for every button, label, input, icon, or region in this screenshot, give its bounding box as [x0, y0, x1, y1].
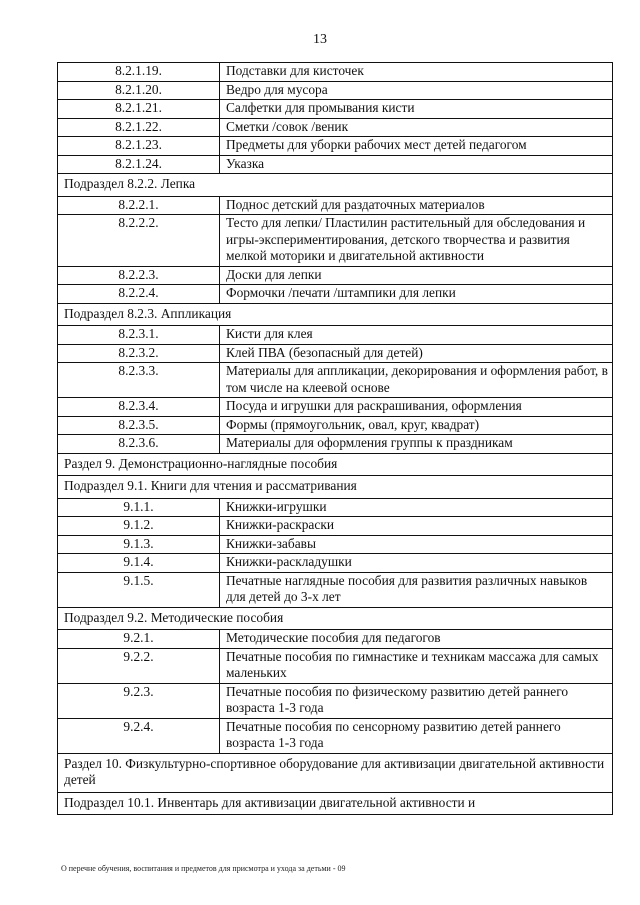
- table-row: [58, 517, 613, 536]
- item-name: Печатные пособия по физическому развитию детей раннего возраста 1-3 года: [220, 683, 613, 718]
- item-number: 8.2.2.2.: [58, 215, 220, 267]
- table-row: [58, 63, 613, 82]
- item-number: 8.2.3.4.: [58, 398, 220, 417]
- table-row: [58, 363, 613, 398]
- item-name: Книжки-раскладушки: [220, 554, 613, 573]
- table-row: [58, 683, 613, 718]
- item-name: Посуда и игрушки для раскрашивания, оформления: [220, 398, 613, 417]
- section-heading: Подраздел 9.2. Методические пособия: [58, 607, 613, 630]
- equipment-table-body: [58, 63, 613, 815]
- equipment-table: [57, 62, 613, 815]
- item-name: Клей ПВА (безопасный для детей): [220, 344, 613, 363]
- item-number: 9.1.4.: [58, 554, 220, 573]
- table-row: [58, 535, 613, 554]
- item-number: 8.2.3.1.: [58, 326, 220, 345]
- item-number: 8.2.1.20.: [58, 81, 220, 100]
- item-number: 8.2.2.1.: [58, 196, 220, 215]
- table-row: [58, 718, 613, 753]
- table-row: [58, 285, 613, 304]
- section-heading: Подраздел 10.1. Инвентарь для активизации двигательной активности и: [58, 792, 613, 815]
- section-heading: Раздел 9. Демонстрационно-наглядные пособия: [58, 453, 613, 476]
- item-name: Формочки /печати /штампики для лепки: [220, 285, 613, 304]
- item-number: 8.2.2.3.: [58, 266, 220, 285]
- table-row: [58, 344, 613, 363]
- item-name: Тесто для лепки/ Пластилин растительный для обследования и игры-экспериментирования, детского творчества и развития мелкой моторики и двигательной активности: [220, 215, 613, 267]
- section-heading: Подраздел 9.1. Книги для чтения и рассматривания: [58, 476, 613, 499]
- item-name: Материалы для оформления группы к праздникам: [220, 435, 613, 454]
- item-name: Методические пособия для педагогов: [220, 630, 613, 649]
- table-row: [58, 326, 613, 345]
- table-row: [58, 398, 613, 417]
- item-number: 8.2.1.23.: [58, 137, 220, 156]
- item-name: Книжки-игрушки: [220, 498, 613, 517]
- section-row: [58, 753, 613, 792]
- section-heading: Подраздел 8.2.2. Лепка: [58, 174, 613, 197]
- item-number: 8.2.1.21.: [58, 100, 220, 119]
- table-row: [58, 266, 613, 285]
- table-row: [58, 554, 613, 573]
- table-row: [58, 630, 613, 649]
- section-row: [58, 476, 613, 499]
- table-row: [58, 118, 613, 137]
- section-heading: Подраздел 8.2.3. Аппликация: [58, 303, 613, 326]
- footer-text: О перечне обучения, воспитания и предметов для присмотра и ухода за детьми - 09: [61, 864, 346, 873]
- item-number: 8.2.3.5.: [58, 416, 220, 435]
- item-name: Формы (прямоугольник, овал, круг, квадрат): [220, 416, 613, 435]
- item-name: Книжки-раскраски: [220, 517, 613, 536]
- table-row: [58, 648, 613, 683]
- table-row: [58, 155, 613, 174]
- item-name: Подставки для кисточек: [220, 63, 613, 82]
- item-name: Ведро для мусора: [220, 81, 613, 100]
- item-number: 8.2.3.3.: [58, 363, 220, 398]
- item-number: 9.1.3.: [58, 535, 220, 554]
- item-number: 8.2.1.24.: [58, 155, 220, 174]
- item-name: Сметки /совок /веник: [220, 118, 613, 137]
- item-name: Печатные пособия по гимнастике и техникам массажа для самых маленьких: [220, 648, 613, 683]
- item-name: Салфетки для промывания кисти: [220, 100, 613, 119]
- item-number: 9.2.3.: [58, 683, 220, 718]
- item-number: 9.1.1.: [58, 498, 220, 517]
- section-row: [58, 607, 613, 630]
- item-name: Печатные наглядные пособия для развития различных навыков для детей до 3-х лет: [220, 572, 613, 607]
- item-number: 9.2.2.: [58, 648, 220, 683]
- item-number: 8.2.3.6.: [58, 435, 220, 454]
- table-row: [58, 498, 613, 517]
- item-name: Кисти для клея: [220, 326, 613, 345]
- table-row: [58, 100, 613, 119]
- item-number: 9.1.2.: [58, 517, 220, 536]
- item-name: Поднос детский для раздаточных материалов: [220, 196, 613, 215]
- table-row: [58, 196, 613, 215]
- item-number: 8.2.1.22.: [58, 118, 220, 137]
- section-heading: Раздел 10. Физкультурно-спортивное оборудование для активизации двигательной активности детей: [58, 753, 613, 792]
- table-row: [58, 137, 613, 156]
- item-number: 9.1.5.: [58, 572, 220, 607]
- table-row: [58, 572, 613, 607]
- item-name: Указка: [220, 155, 613, 174]
- table-row: [58, 435, 613, 454]
- item-name: Доски для лепки: [220, 266, 613, 285]
- item-name: Печатные пособия по сенсорному развитию детей раннего возраста 1-3 года: [220, 718, 613, 753]
- item-name: Предметы для уборки рабочих мест детей педагогом: [220, 137, 613, 156]
- table-row: [58, 81, 613, 100]
- item-number: 9.2.1.: [58, 630, 220, 649]
- item-name: Книжки-забавы: [220, 535, 613, 554]
- table-row: [58, 416, 613, 435]
- table-row: [58, 215, 613, 267]
- item-name: Материалы для аппликации, декорирования и оформления работ, в том числе на клеевой основе: [220, 363, 613, 398]
- item-number: 9.2.4.: [58, 718, 220, 753]
- section-row: [58, 792, 613, 815]
- section-row: [58, 453, 613, 476]
- section-row: [58, 174, 613, 197]
- section-row: [58, 303, 613, 326]
- item-number: 8.2.3.2.: [58, 344, 220, 363]
- item-number: 8.2.2.4.: [58, 285, 220, 304]
- item-number: 8.2.1.19.: [58, 63, 220, 82]
- page-number: 13: [313, 32, 327, 47]
